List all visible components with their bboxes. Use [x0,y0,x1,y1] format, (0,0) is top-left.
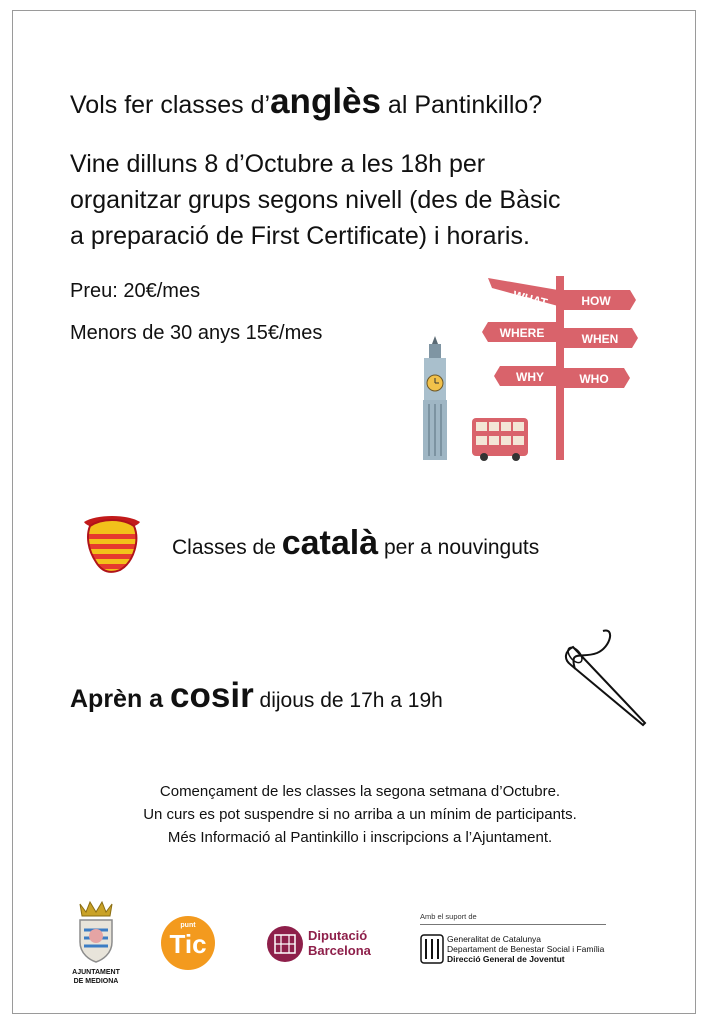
english-illustration [418,270,680,462]
sign-where: WHERE [499,326,545,340]
note-line: Començament de les classes la segona setmana d’Octubre. [159,783,561,800]
sign-how: HOW [581,294,611,308]
diputacio-seal-icon [266,925,304,963]
cosir-emphasis: cosir [170,676,254,715]
catala-emphasis: català [281,524,379,562]
big-ben-icon [423,336,447,460]
sewing-classes: Aprèn a cosir dijous de 17h a 19h [70,676,443,715]
intro-line: Vine dilluns 8 d’Octubre a les 18h per [70,150,486,178]
sign-when: WHEN [581,332,619,346]
ajuntament-label: AJUNTAMENT DE MEDIONA [72,969,120,985]
notes-block [60,780,660,849]
catalan-tongue-icon [80,512,144,576]
price-general: Preu: 20€/mes [70,280,201,302]
needle-thread-icon [545,625,655,735]
intro-line: organitzar grups segons nivell (des de Bàsic [70,186,561,214]
generalitat-text: Generalitat de Catalunya Departament de Benestar Social i Família Direcció General de Joventut [447,934,605,964]
sign-who: WHO [579,372,609,386]
mediona-coat-of-arms-icon [74,898,118,964]
note-line: Més Informació al Pantinkillo i inscripcions a l’Ajuntament. [167,829,553,846]
headline-emphasis: anglès [270,82,381,121]
sign-what: WHAT [511,287,549,311]
generalitat-emblem-icon [420,934,444,964]
headline: Vols fer classes d’anglès al Pantinkillo? [70,82,543,121]
double-decker-bus-icon [472,418,528,461]
intro-paragraph [70,146,680,254]
intro-line: a preparació de First Certificate) i horaris. [70,222,530,250]
note-line: Un curs es pot suspendre si no arriba a un mínim de participants. [143,806,577,823]
catala-classes: Classes de català per a nouvinguts [172,524,540,562]
suport-divider [420,924,606,925]
punt-tic-logo: punt Tic [161,916,215,970]
diputacio-label: Diputació Barcelona [308,928,371,958]
suport-label: Amb el suport de [420,912,477,921]
sign-why: WHY [516,370,544,384]
price-youth: Menors de 30 anys 15€/mes [70,322,323,344]
